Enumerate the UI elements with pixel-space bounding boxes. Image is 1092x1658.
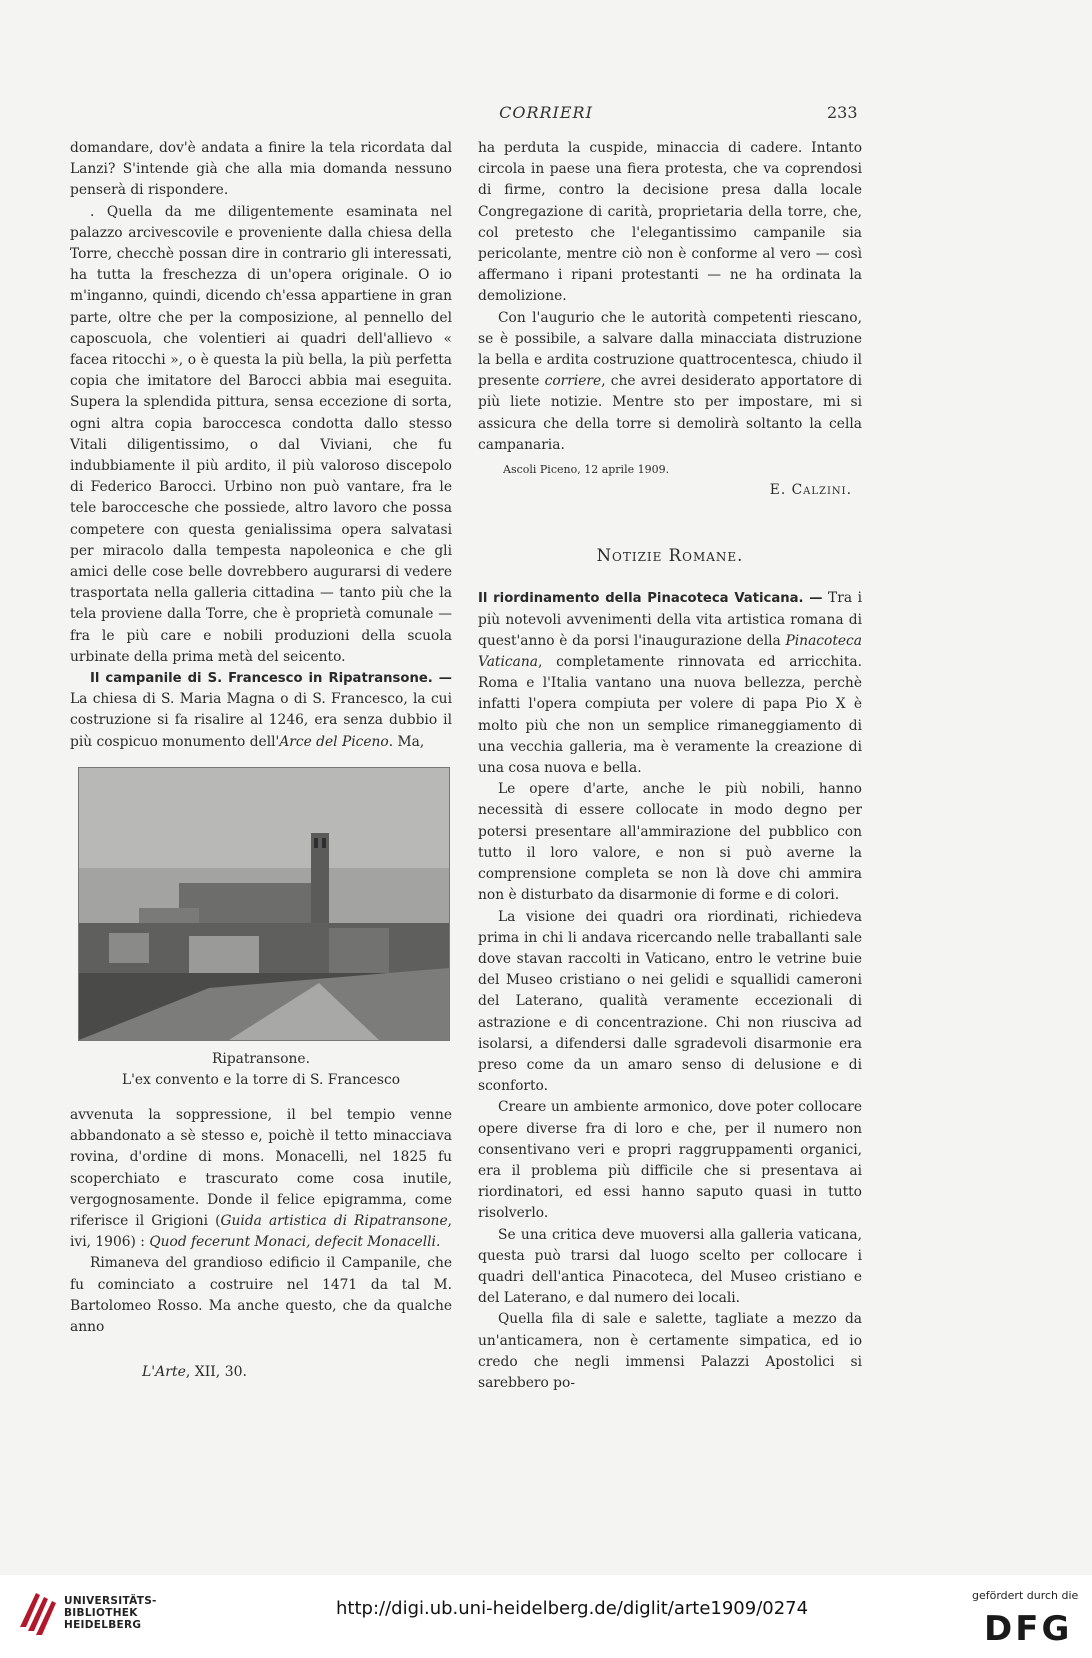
paragraph: . Quella da me diligentemente esaminata nel palazzo arcivescovile e proveniente dalla chiesa della Torre, checchè possan dire in contrario gli interessati, ha tutta la freschezza di un'opera originale. O io m'inganno, quindi, dicendo ch'essa appartiene in gran parte, oltre che per la composizione, al pennello del caposcuola, che volentieri ai quadri dell'allievo « facea ritocchi », o è questa la più bella, la più perfetta copia che imitatore del Barocci abbia mai eseguita. Supera la splendida pittura, sensa eccezione di sorta, ogni altra copia baroccesca condotta dallo stesso Vitali diligentissimo, o dal Viviani, che fu indubbiamente il più ardito, il più valoroso discepolo di Federico Barocci. Urbino non può vantare, fra le tele baroccesche che possiede, altro lavoro che possa competere con questa genialissima opera salvatasi per miracolo dalla tempesta napoleonica e che gli amici delle cose belle dovrebbero augurarsi di vedere trasportata nella galleria cittadina — tanto più che la tela proviene dalla Torre, che è proprietà comunale — fra le più care e nobili produzioni della scuola urbinate della prima metà del seicento. [70,203,452,665]
section-heading: Il campanile di S. Francesco in Ripatransone. — [90,671,452,687]
paragraph: Con l'augurio che le autorità competenti riescano, se è possibile, a salvare dalla minacciata distruzione la bella e ardita costruzione quattrocentesca, chiudo il presente corriere, che avrei desiderato apportatore di più liete notizie. Mentre sto per impostare, mi si assicura che della torre si demolirà soltanto la cella campanaria. [478,309,863,453]
author-signature: E. Calzini. [769,482,852,499]
funding-note: gefördert durch die [972,1589,1079,1602]
dateline: Ascoli Piceno, 12 aprile 1909. [503,463,670,477]
section-heading: Il riordinamento della Pinacoteca Vaticana. — [478,591,823,607]
digitization-footer [0,1575,1092,1658]
dfg-logo: DFG [984,1609,1073,1649]
ub-heidelberg-logo-icon [14,1587,58,1639]
paragraph: domandare, dov'è andata a finire la tela ricordata dal Lanzi? S'intende già che alla mia domanda nessuno penserà di rispondere. [70,140,452,199]
section-title: Notizie Romane. [596,546,744,566]
paragraph: Il campanile di S. Francesco in Ripatransone. — La chiesa di S. Maria Magna o di S. Francesco, la cui costruzione si fa risalire al 1246, era senza dubbio il più cospicuo monumento dell'Arce del Piceno. Ma, [70,671,452,750]
signature-mark: L'Arte, XII, 30. [142,1364,247,1380]
paragraph: Se una critica deve muoversi alla galleria vaticana, questa può trarsi dal luogo scelto per collocare i quadri dell'antica Pinacoteca, del Museo cristiano e del Laterano, e dal numero dei locali. [478,1226,862,1307]
digital-object-link[interactable]: http://digi.ub.uni-heidelberg.de/diglit/arte1909/0274 [336,1598,809,1619]
left-column [70,138,452,1338]
library-name: UNIVERSITÄTS- BIBLIOTHEK HEIDELBERG [64,1595,157,1631]
running-head: CORRIERI [499,103,593,122]
right-column [478,138,862,1394]
figure-caption: Ripatransone. L'ex convento e la torre di S. Francesco [121,1050,401,1088]
paragraph: Rimaneva del grandioso edificio il Campanile, che fu cominciato a costruire nel 1471 da tal M. Bartolomeo Rosso. Ma anche questo, che da qualche anno [70,1255,452,1335]
paragraph: Creare un ambiente armonico, dove poter collocare opere diverse fra di loro e che, per il numero non consentivano veri e propri raggruppamenti organici, era il problema più difficile che si presentava ai riordinatori, ed essi hanno saputo quasi in tutto risolverlo. [478,1099,862,1222]
paragraph: Le opere d'arte, anche le più nobili, hanno necessità di essere collocate in modo degno per potersi presentare all'ammirazione del pubblico con tutto il loro valore, e non si può averne la comprensione completa se non là dove chi ammira non è disturbato da disarmonie di forme e di colori. [478,781,862,904]
paragraph: Quella fila di sale e salette, tagliate a mezzo da un'anticamera, non è certamente simpatica, ed io credo che negli immensi Palazzi Apostolici si sarebbero po- [478,1311,862,1391]
paragraph: Il riordinamento della Pinacoteca Vaticana. — Tra i più notevoli avvenimenti della vita artistica romana di quest'anno è da porsi l'inaugurazione della Pinacoteca Vaticana, completamente rinnovata ed arricchita. Roma e l'Italia vantano una nuova bellezza, perchè infatti l'opera compiuta per volere di papa Pio X è molto più che non un semplice rimaneggiamento di una vecchia galleria, ma è veramente la creazione di una cosa nuova e bella. [478,590,862,777]
page-number: 233 [827,103,858,122]
paragraph: ha perduta la cuspide, minaccia di cadere. Intanto circola in paese una fiera protesta, che va coprendosi di firme, contro la decisione presa dalla locale Congregazione di carità, proprietaria della torre, che, col pretesto che l'elegantissimo campanile sia pericolante, mentre ciò non è conforme al vero — così affermano i ripani protestanti — ne ha ordinata la demolizione. [478,140,862,305]
photo-ripatransone [78,767,450,1041]
paragraph: La visione dei quadri ora riordinati, richiedeva prima in chi li andava ricercando nelle traballanti sale dove stavan raccolti in Vaticano, entro le vetrine buie del Museo cristiano o nei gelidi e squallidi cameroni del Laterano, qualità veramente eccezionali di astrazione e di concentrazione. Chi non riusciva ad isolarsi, a difendersi dalle sgradevoli disarmonie era preso come da un amaro senso di delusione e di sconforto. [478,908,862,1095]
paragraph: avvenuta la soppressione, il bel tempio venne abbandonato a sè stesso e, poichè il tetto minacciava rovina, d'ordine di mons. Monacelli, nel 1825 fu scoperchiato e trascurato come cosa inutile, vergognosamente. Donde il felice epigramma, come riferisce il Grigioni (Guida artistica di Ripatransone, ivi, 1906) : Quod fecerunt Monaci, defecit Monacelli. [70,1106,452,1251]
